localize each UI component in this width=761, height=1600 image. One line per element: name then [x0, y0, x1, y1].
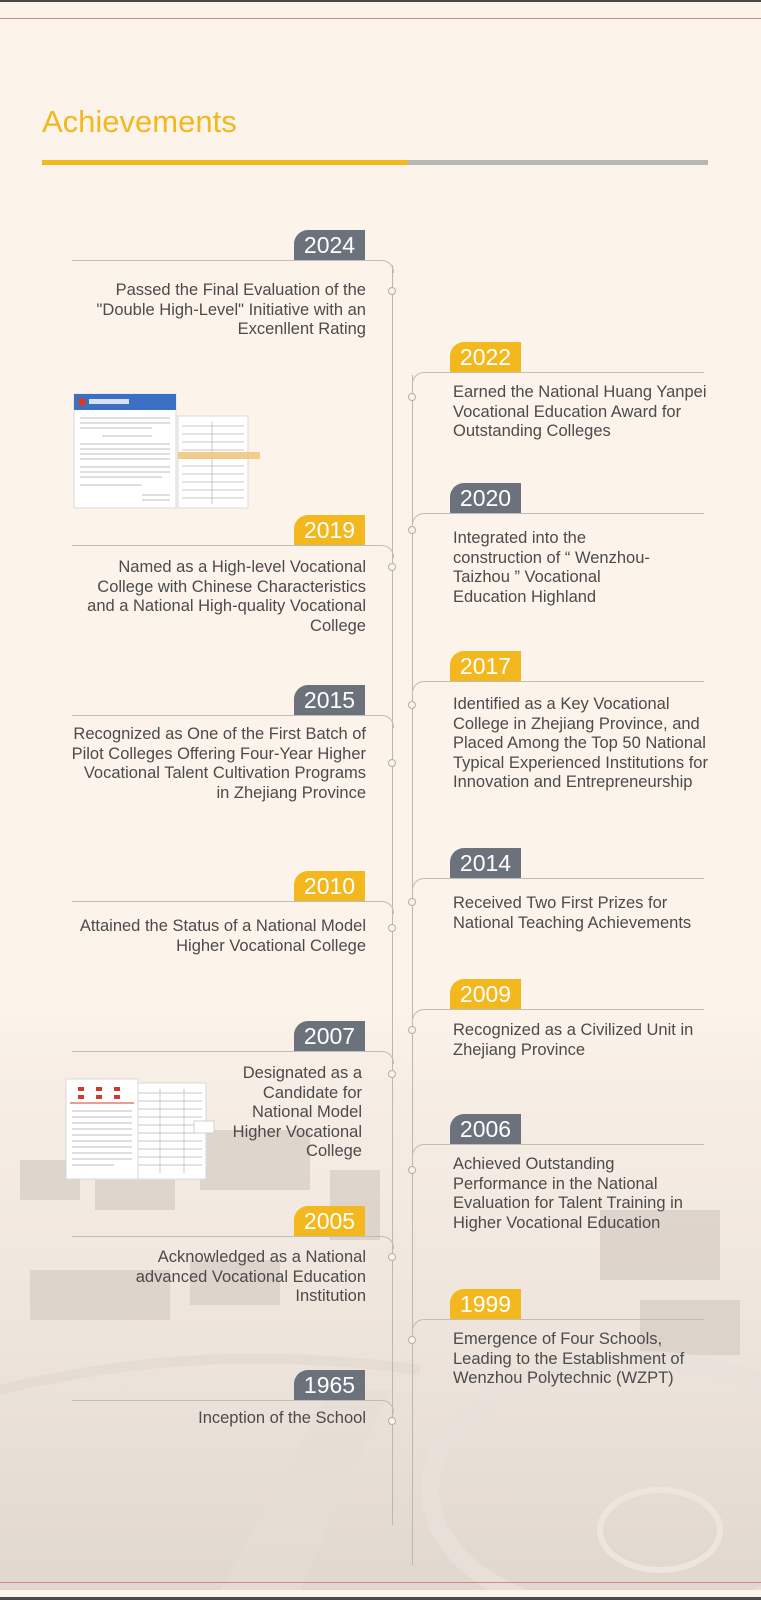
year-tab: 2014: [450, 848, 521, 878]
year-tab: 2020: [450, 483, 521, 513]
entry-text: Acknowledged as a National advanced Vocational Education Institution: [135, 1248, 366, 1306]
timeline-node: [408, 701, 416, 709]
entry-text: Achieved Outstanding Performance in the National Evaluation for Talent Training in Higher Vocational Education: [453, 1155, 683, 1232]
year-tab: 2017: [450, 651, 521, 681]
entry-text: Identified as a Key Vocational College in Zhejiang Province, and Placed Among the Top 50 National Typical Experienced Institutions for Innovation and Entrepreneurship: [453, 695, 708, 792]
entry-text: Recognized as One of the First Batch of Pilot Colleges Offering Four-Year Higher Vocational Talent Cultivation Programs in Zhejiang Province: [71, 725, 366, 802]
entry-text: Named as a High-level Vocational College with Chinese Characteristics and a National High-quality Vocational College: [87, 558, 366, 635]
connector-line: [72, 260, 382, 261]
title-underline: [42, 160, 708, 165]
timeline-node: [408, 393, 416, 401]
entry-text: Inception of the School: [198, 1409, 366, 1427]
timeline-node: [388, 924, 396, 932]
entry-text: Designated as a Candidate for National Model Higher Vocational College: [232, 1064, 362, 1161]
timeline-node: [408, 1026, 416, 1034]
timeline-node: [408, 526, 416, 534]
timeline-node: [408, 1336, 416, 1344]
timeline-node: [388, 287, 396, 295]
timeline-node: [388, 1070, 396, 1078]
year-tab: 2009: [450, 979, 521, 1009]
entry-text: Integrated into the construction of “ Wenzhou-Taizhou ” Vocational Education Highland: [453, 529, 650, 606]
entry-text: Recognized as a Civilized Unit in Zhejiang Province: [453, 1021, 694, 1059]
timeline-node: [388, 1417, 396, 1425]
year-tab: 1999: [450, 1289, 521, 1319]
year-tab: 2005: [294, 1206, 365, 1236]
year-tab: 2006: [450, 1114, 521, 1144]
year-tab: 2019: [294, 515, 365, 545]
year-tab: 2015: [294, 685, 365, 715]
award-document-image: [64, 1077, 216, 1183]
connector-line: [424, 372, 704, 373]
year-tab: 1965: [294, 1370, 365, 1400]
timeline-node: [408, 1166, 416, 1174]
timeline-node: [388, 1253, 396, 1261]
top-edge: [0, 0, 761, 2]
timeline-node: [388, 759, 396, 767]
entry-text: Emergence of Four Schools, Leading to the Establishment of Wenzhou Polytechnic (WZPT): [453, 1330, 685, 1388]
entry-text: Received Two First Prizes for National Teaching Achievements: [453, 894, 692, 932]
timeline-spine-right: [412, 375, 413, 1565]
year-tab: 2010: [294, 871, 365, 901]
top-rule: [0, 18, 761, 19]
certificate-document-image: [72, 392, 260, 514]
entry-text: Passed the Final Evaluation of the "Double High-Level" Initiative with an Excenllent Rating: [96, 281, 366, 339]
year-tab: 2022: [450, 342, 521, 372]
page-title: Achievements: [42, 104, 237, 139]
timeline-node: [388, 563, 396, 571]
timeline-node: [408, 898, 416, 906]
entry-text: Attained the Status of a National Model Higher Vocational College: [79, 917, 366, 955]
entry-text: Earned the National Huang Yanpei Vocational Education Award for Outstanding Colleges: [453, 383, 707, 441]
bottom-rule: [0, 1582, 761, 1583]
year-tab: 2024: [294, 230, 365, 260]
year-tab: 2007: [294, 1021, 365, 1051]
timeline-spine-left: [392, 265, 393, 1525]
